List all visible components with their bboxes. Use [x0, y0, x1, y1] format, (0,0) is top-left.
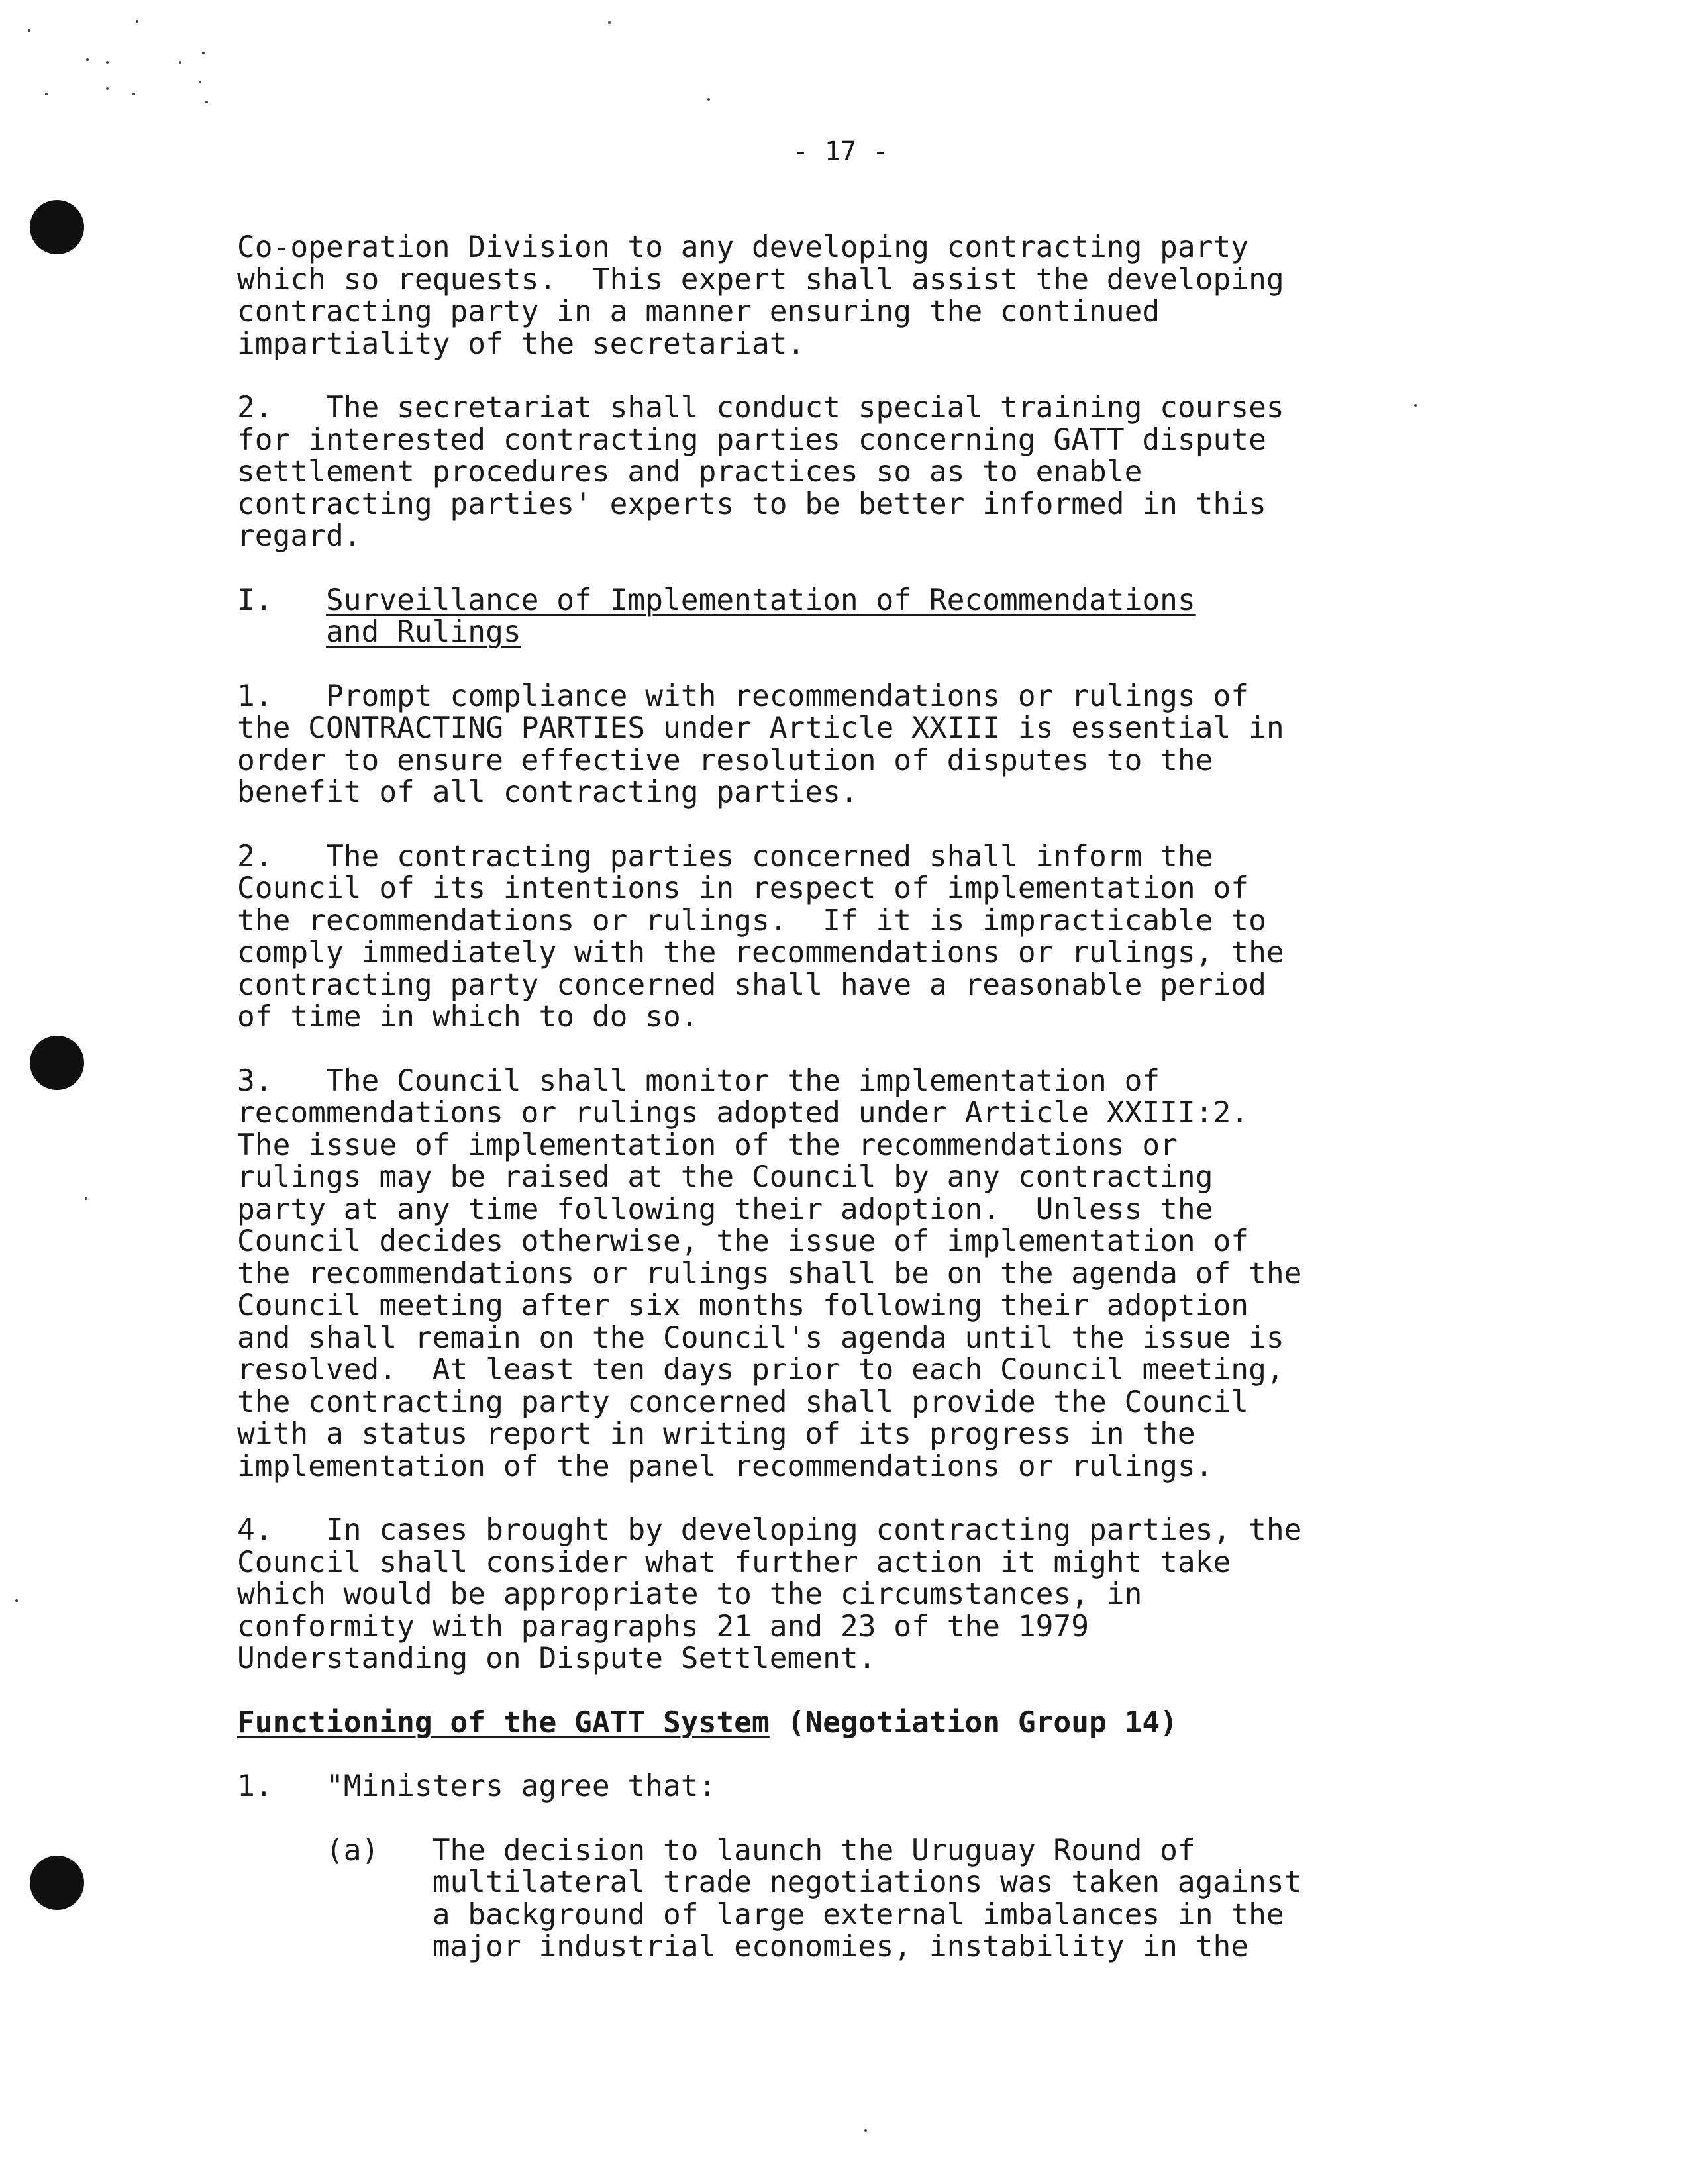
section-i-number: I.	[237, 583, 273, 617]
functioning-item-a: (a) The decision to launch the Uruguay Round of multilateral trade negotiations was taken against a background of large external imbalances in the major industrial economies, instability in the	[325, 1833, 1302, 1963]
functioning-paragraph-1: 1. "Ministers agree that:	[237, 1769, 717, 1803]
functioning-title: Functioning of the GATT System	[237, 1705, 770, 1740]
section-i-heading	[237, 585, 1416, 649]
scan-speck	[202, 52, 205, 54]
punch-hole-bottom	[30, 1856, 84, 1910]
scan-speck	[106, 87, 109, 90]
section-i-paragraph-3: 3. The Council shall monitor the implementation of recommendations or rulings adopted under Article XXIII:2. The issue of implementation of the recommendations or rulings may be raised at the Council by any contracting party at any time following their adoption. Unless the Council decides otherwise, the issue of implementation of the recommendations or rulings shall be on the agenda of the Council meeting after six months following their adoption and shall remain on the Council's agenda until the issue is resolved. At least ten days prior to each Council meeting, the contracting party concerned shall provide the Council with a status report in writing of its progress in the implementation of the panel recommendations or rulings.	[237, 1064, 1302, 1483]
punch-hole-middle	[30, 1036, 84, 1090]
scan-speck	[132, 93, 135, 95]
functioning-group: (Negotiation Group 14)	[769, 1705, 1178, 1740]
scan-speck	[608, 21, 611, 24]
scan-speck	[15, 1599, 18, 1602]
scan-speck	[85, 1197, 87, 1200]
scan-speck	[199, 81, 201, 83]
section-i-paragraph-4: 4. In cases brought by developing contracting parties, the Council shall consider what further action it might take which would be appropriate to the circumstances, in conformity with paragraphs 21 and 23 of the 1979 Understanding on Dispute Settlement.	[237, 1513, 1302, 1675]
scan-speck	[707, 98, 710, 101]
scan-speck	[864, 2129, 867, 2132]
scan-speck	[45, 93, 48, 95]
scan-speck	[205, 101, 208, 103]
paragraph-training-courses: 2. The secretariat shall conduct special training courses for interested contracting parties concerning GATT dispute settlement procedures and practices so as to enable contracting parties' experts to be better informed in this regard.	[237, 391, 1284, 553]
punch-hole-top	[30, 200, 84, 254]
functioning-heading	[237, 1707, 1416, 1740]
scan-speck	[179, 61, 181, 64]
scan-speck	[86, 58, 89, 61]
page-number: - 17 -	[792, 136, 889, 167]
scan-speck	[136, 20, 138, 23]
scan-speck	[106, 61, 109, 64]
section-i-title-line1: Surveillance of Implementation of Recommendations	[325, 583, 1196, 617]
section-i-paragraph-1: 1. Prompt compliance with recommendations or rulings of the CONTRACTING PARTIES under Article XXIII is essential in order to ensure effective resolution of disputes to the benefit of all contracting parties.	[237, 679, 1284, 809]
section-i-title-line2: and Rulings	[325, 615, 521, 649]
scan-speck	[28, 29, 30, 32]
paragraph-intro-continuation: Co-operation Division to any developing contracting party which so requests. This expert shall assist the developing contracting party in a manner ensuring the continued impartiality of the secretariat.	[237, 230, 1284, 361]
section-i-paragraph-2: 2. The contracting parties concerned shall inform the Council of its intentions in respect of implementation of the recommendations or rulings. If it is impracticable to comply immediately with the recommendations or rulings, the contracting party concerned shall have a reasonable period of time in which to do so.	[237, 839, 1284, 1034]
document-body	[237, 232, 1416, 1995]
